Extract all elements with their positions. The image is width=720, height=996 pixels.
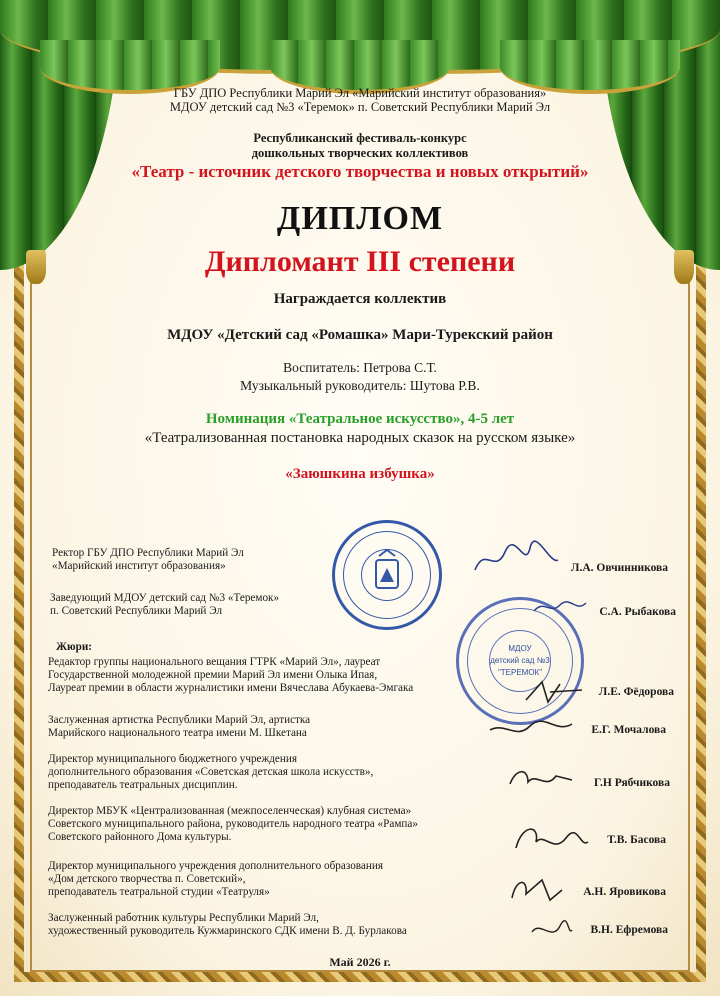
recipient: МДОУ «Детский сад «Ромашка» Мари-Турекский район: [167, 327, 553, 343]
signatory-name-8: В.Н. Ефремова: [590, 924, 668, 936]
signatory-role-2: Заведующий МДОУ детский сад №3 «Теремок» п. Советский Республики Марий Эл: [50, 592, 280, 617]
jury-label: Жюри:: [56, 641, 93, 653]
play-title: «Заюшкина избушка»: [285, 466, 435, 482]
signatory-name-7: А.Н. Яровикова: [583, 886, 666, 898]
signatory-role-4: Заслуженная артистка Республики Марий Эл, артистка Марийского национального театра имени М. Шкетана: [48, 714, 311, 739]
signature-icon: [506, 870, 566, 906]
issue-date: Май 2026 г.: [329, 955, 391, 969]
signatory-role-8: Заслуженный работник культуры Республики Марий Эл, художественный руководитель Кужмаринского СДК имени В. Д. Бурлакова: [48, 912, 407, 937]
seal-text: МДОУ: [508, 644, 532, 653]
festival-line-1: Республиканский фестиваль-конкурс: [253, 131, 467, 145]
seal-text: "ТЕРЕМОК": [497, 668, 543, 677]
signatory-name-1: Л.А. Овчинникова: [570, 562, 668, 574]
signatory-name-2: С.А. Рыбакова: [599, 606, 676, 618]
signature-icon: [520, 676, 590, 708]
signatory-name-4: Е.Г. Мочалова: [591, 724, 666, 736]
header-line-1: ГБУ ДПО Республики Марий Эл «Марийский институт образования»: [173, 86, 547, 100]
signature-icon: [470, 540, 560, 580]
signature-icon: [506, 762, 576, 796]
signature-icon: [510, 818, 590, 862]
festival-line-2: дошкольных творческих коллективов: [251, 146, 469, 160]
signature-icon: [528, 916, 574, 944]
performance-title: «Театрализованная постановка народных сказок на русском языке»: [144, 430, 576, 446]
seal-text: детский сад №3: [490, 656, 550, 665]
nomination: Номинация «Театральное искусство», 4-5 лет: [205, 411, 515, 427]
signatory-name-5: Г.Н Рябчикова: [594, 777, 670, 789]
diploma-degree: Дипломант III степени: [204, 245, 516, 278]
signatory-name-6: Т.В. Басова: [607, 834, 666, 846]
signatory-role-6: Директор МБУК «Централизованная (межпоселенческая) клубная система» Советского муниципального района, руководитель народного театра «Рампа» Советского районного Дома культуры.: [48, 805, 418, 843]
festival-title: «Театр - источник детского творчества и новых открытий»: [131, 162, 589, 181]
institute-seal: [332, 520, 442, 630]
signature-icon: [530, 595, 590, 619]
signatory-role-7: Директор муниципального учреждения дополнительного образования «Дом детского творчества п. Советский», преподаватель театральной студии «Театруля»: [48, 860, 384, 898]
header-line-2: МДОУ детский сад №3 «Теремок» п. Советский Республики Марий Эл: [169, 100, 551, 114]
music-director-line: Музыкальный руководитель: Шутова Р.В.: [240, 378, 480, 393]
signatory-role-3: Редактор группы национального вещания ГТРК «Марий Эл», лауреат Государственной молодежной премии Марий Эл имени Олыка Ипая, Лауреат премии в области журналистики имени Вячеслава Абукаева-Эмгака: [48, 656, 414, 694]
signatory-name-3: Л.Е. Фёдорова: [598, 686, 674, 698]
coat-of-arms-icon: [332, 520, 442, 630]
awarded-label: Награждается коллектив: [273, 291, 447, 307]
signatory-role-5: Директор муниципального бюджетного учреждения дополнительного образования «Советская детская школа искусств», преподаватель театральных дисциплин.: [48, 753, 374, 791]
signature-icon: [486, 712, 576, 746]
signatory-role-1: Ректор ГБУ ДПО Республики Марий Эл «Марийский институт образования»: [52, 547, 244, 572]
teacher-line: Воспитатель: Петрова С.Т.: [283, 360, 437, 375]
diploma-title: ДИПЛОМ: [276, 200, 444, 237]
